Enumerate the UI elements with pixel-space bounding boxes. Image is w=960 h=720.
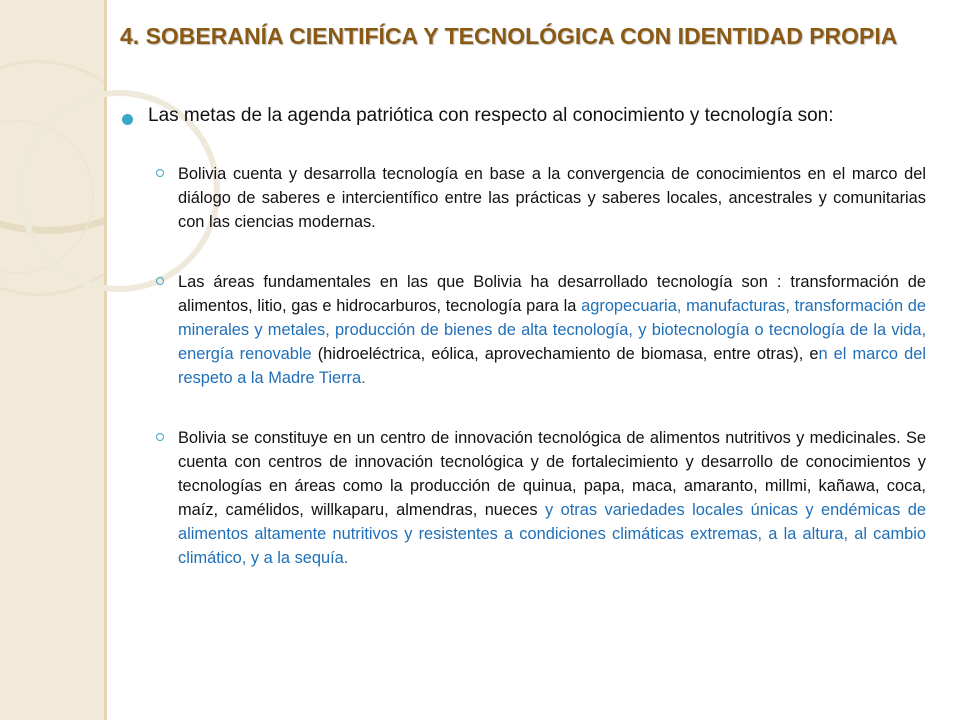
intro-text: Las metas de la agenda patriótica con respecto al conocimiento y tecnología son: (148, 105, 834, 126)
sub-bullet-item (156, 162, 926, 234)
text-segment: Bolivia cuenta y desarrolla tecnología en base a la convergencia de conocimientos en el marco del diálogo de saberes e intercientífico entre las prácticas y saberes locales, ancestrales y comunitarias con las ciencias modernas. (178, 165, 926, 231)
highlight-text-segment: agropecuaria, manufacturas, transformación de minerales y metales, producción de bienes de alta tecnología, y biotecnología o tecnología de la vida, energía renovable (178, 297, 927, 363)
text-segment: Las áreas fundamentales en las que Bolivia ha desarrollado tecnología son : transformación de alimentos, litio, gas e hidrocarburos, tecnología para la (178, 273, 926, 315)
slide-content (120, 104, 926, 606)
bullet-dot-icon (122, 114, 133, 125)
sub-bullet-text (178, 162, 926, 234)
sub-bullet-item (156, 270, 926, 390)
sub-bullet-ring-icon (156, 433, 164, 441)
text-segment: Bolivia se constituye en un centro de innovación tecnológica de alimentos nutritivos y medicinales. Se cuenta con centros de innovación tecnológica y de fortalecimiento y desarrollo de conocimientos y tecnologías en áreas como la producción de quinua, papa, maca, amaranto, millmi, kañawa, coca, maíz, camélidos, willkaparu, almendras, nueces (178, 429, 926, 519)
text-segment: (hidroeléctrica, eólica, aprovechamiento de biomasa, entre otras), e (311, 345, 819, 363)
highlight-text-segment: y otras variedades locales únicas y endémicas de alimentos altamente nutritivos y resistentes a condiciones climáticas extremas, a la altura, al cambio climático, y a la sequía. (178, 501, 926, 567)
highlight-text-segment: n el marco del respeto a la Madre Tierra. (178, 345, 926, 387)
main-bullet (120, 104, 926, 127)
sub-bullet-text (178, 426, 926, 570)
sub-bullet-ring-icon (156, 169, 164, 177)
slide-title: 4. SOBERANÍA CIENTIFÍCA Y TECNOLÓGICA CON IDENTIDAD PROPIA (120, 23, 898, 49)
sub-bullet-item (156, 426, 926, 570)
sub-bullet-ring-icon (156, 277, 164, 285)
sub-bullet-list (120, 162, 926, 570)
sub-bullet-text (178, 270, 926, 390)
